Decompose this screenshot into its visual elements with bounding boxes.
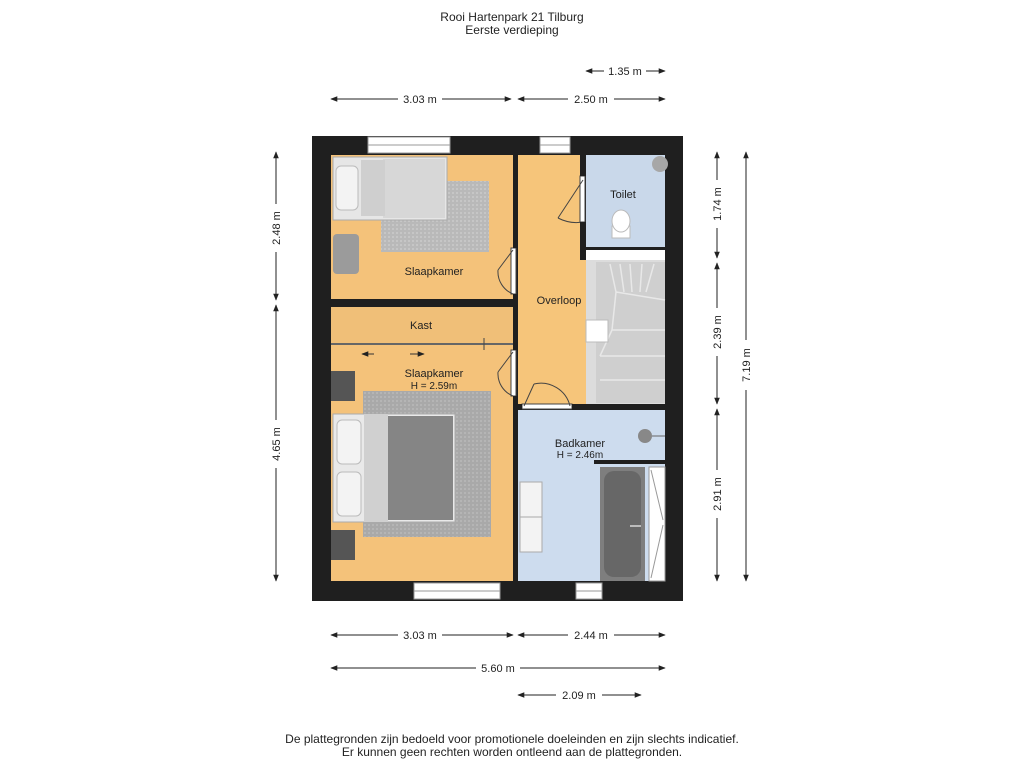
- dim-right-total: 7.19 m: [741, 348, 753, 382]
- dim-bottom-left: 3.03 m: [403, 630, 437, 642]
- disclaimer-line-2: Er kunnen geen rechten worden ontleend aan de plattegronden.: [341, 745, 683, 759]
- label-overloop: Overloop: [536, 295, 582, 307]
- dim-top-left: 3.03 m: [403, 94, 437, 106]
- dim-left-bottom: 4.65 m: [271, 427, 283, 461]
- dim-bottom-total: 5.60 m: [481, 663, 515, 675]
- washbasin-icon: [638, 429, 652, 443]
- toilet-icon: [612, 210, 630, 238]
- label-kast: Kast: [409, 320, 433, 332]
- disclaimer-line-1: De plattegronden zijn bedoeld voor promotionele doeleinden en zijn slechts indicatief.: [285, 732, 739, 746]
- stairs: [586, 262, 665, 403]
- dim-right-stairs: 2.39 m: [712, 315, 724, 349]
- sink-icon: [652, 156, 668, 172]
- dim-left-top: 2.48 m: [271, 211, 283, 245]
- dim-top-right: 2.50 m: [574, 94, 608, 106]
- dim-bottom-small: 2.09 m: [562, 690, 596, 702]
- shower-screen-icon: [649, 467, 665, 581]
- label-bedroom-2-height: H = 2.59m: [410, 381, 458, 392]
- dim-right-bath: 2.91 m: [712, 477, 724, 511]
- label-badkamer: Badkamer: [554, 438, 606, 450]
- label-badkamer-height: H = 2.46m: [556, 450, 604, 461]
- nightstand-top-icon: [331, 371, 355, 401]
- label-bedroom-1: Slaapkamer: [404, 266, 464, 278]
- label-bedroom-2: Slaapkamer: [404, 368, 464, 380]
- floorplan-address: Rooi Hartenpark 21 Tilburg: [440, 10, 584, 24]
- nightstand-bottom-icon: [331, 530, 355, 560]
- bathtub-icon: [600, 467, 645, 581]
- dim-bottom-right: 2.44 m: [574, 630, 608, 642]
- dim-top-right-small: 1.35 m: [608, 66, 642, 78]
- floorplan-floor-name: Eerste verdieping: [465, 23, 559, 37]
- dim-right-toilet: 1.74 m: [712, 187, 724, 221]
- room-overloop: [518, 155, 580, 405]
- label-toilet: Toilet: [610, 189, 636, 201]
- chair-icon: [333, 234, 359, 274]
